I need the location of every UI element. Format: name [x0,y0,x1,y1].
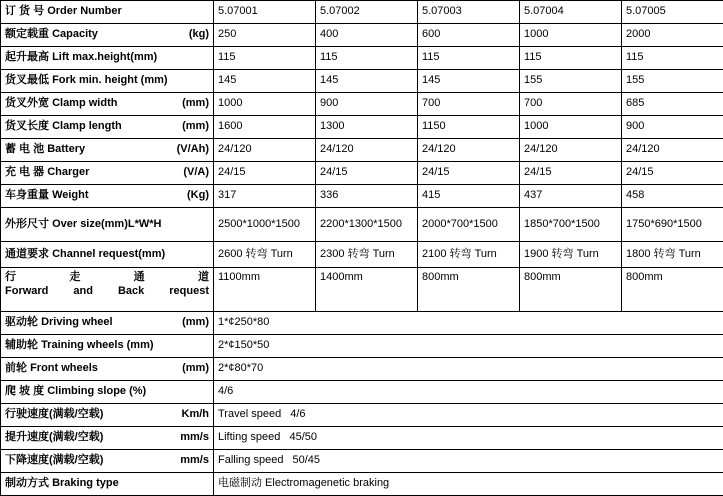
row-label-cn: 蓄 电 池 [5,143,44,155]
row-label-en: Over size(mm)L*W*H [52,218,161,230]
row-label-climbing-slope [1,381,214,404]
row-label-lifting-speed [1,427,214,450]
cell-value: 317 [214,185,316,208]
value-number: 4/6 [284,408,305,420]
table-row [1,473,723,496]
cell-value: 1150 [418,116,520,139]
cell-value: 115 [418,47,520,70]
cell-value-falling-speed [214,450,723,473]
row-label-order-number [1,1,214,24]
row-label-capacity [1,24,214,47]
row-label-falling-speed [1,450,214,473]
row-label-cn: 订 货 号 [5,5,44,17]
cell-value: 电磁制动 Electromagenetic braking [214,473,723,496]
row-label-en: Weight [52,189,88,201]
table-row [1,139,723,162]
row-label-cn: 制动方式 [5,477,49,489]
row-label-cn: 行驶速度(满载/空载) [5,408,103,422]
row-label-lift-max-height [1,47,214,70]
cell-value: 5.07004 [520,1,622,24]
cell-value: 4/6 [214,381,723,404]
row-label-cn: 行 走 通 道 [5,271,209,285]
row-label-en: Km/h [176,408,210,422]
row-label-en: Channel request(mm) [52,248,165,260]
row-label-en: Lift max.height(mm) [52,51,157,63]
cell-value: 5.07003 [418,1,520,24]
cell-value: 1900 转弯 Turn [520,242,622,268]
cell-value: 2300 转弯 Turn [316,242,418,268]
cell-value: 685 [622,93,723,116]
row-label-en: mm/s [174,454,209,468]
table-row [1,24,723,47]
cell-value: 24/120 [214,139,316,162]
value-label: Travel speed [218,408,281,420]
cell-value: 2100 转弯 Turn [418,242,520,268]
cell-value: 5.07002 [316,1,418,24]
row-label-cn: 车身重量 [5,189,49,201]
table-row [1,404,723,427]
row-label-cn: 货叉外宽 [5,97,49,109]
cell-value: 24/15 [418,162,520,185]
cell-value: 24/120 [316,139,418,162]
cell-value: 115 [622,47,723,70]
cell-value: 800mm [418,268,520,312]
table-row [1,47,723,70]
cell-value: 2200*1300*1500 [316,208,418,242]
cell-value: 700 [418,93,520,116]
row-label-forward-and-back-request [1,268,214,312]
row-label-units: (V/A) [177,166,209,180]
cell-value: 24/120 [520,139,622,162]
cell-value: 1850*700*1500 [520,208,622,242]
row-label-cn: 提升速度(满载/空载) [5,431,103,445]
row-label-en: mm/s [174,431,209,445]
cell-value: 700 [520,93,622,116]
table-row [1,381,723,404]
row-label-en: Clamp width [52,97,117,109]
cell-value: 1750*690*1500 [622,208,723,242]
row-label-units: (mm) [176,120,209,134]
row-label-clamp-width [1,93,214,116]
row-label-cn: 通道要求 [5,248,49,260]
cell-value: 1*¢250*80 [214,312,723,335]
cell-value: 1800 转弯 Turn [622,242,723,268]
row-label-units: (V/Ah) [171,143,209,157]
row-label-driving-wheel [1,312,214,335]
cell-value: 336 [316,185,418,208]
row-label-units: (mm) [176,316,209,330]
table-row [1,312,723,335]
table-row [1,242,723,268]
row-label-cn: 驱动轮 [5,316,38,328]
row-label-en: Climbing slope (%) [47,385,146,397]
row-label-units: (Kg) [181,189,209,203]
row-label-front-wheels [1,358,214,381]
value-label: Falling speed [218,454,283,466]
cell-value-lifting-speed [214,427,723,450]
table-row [1,208,723,242]
cell-value: 1000 [520,116,622,139]
value-number: 50/45 [287,454,321,466]
cell-value: 24/15 [316,162,418,185]
cell-value: 400 [316,24,418,47]
row-label-braking-type [1,473,214,496]
row-label-cn: 前轮 [5,362,27,374]
cell-value: 155 [622,70,723,93]
cell-value: 24/120 [622,139,723,162]
row-label-cn: 货叉最低 [5,74,49,86]
row-label-en: Front wheels [30,362,98,374]
cell-value: 2000*700*1500 [418,208,520,242]
cell-value: 24/120 [418,139,520,162]
cell-value: 155 [520,70,622,93]
row-label-cn: 辅助轮 [5,339,38,351]
row-label-training-wheels [1,335,214,358]
table-row [1,93,723,116]
table-row [1,358,723,381]
cell-value: 900 [622,116,723,139]
value-label: Lifting speed [218,431,280,443]
row-label-battery [1,139,214,162]
cell-value: 458 [622,185,723,208]
row-label-en: Braking type [52,477,119,489]
cell-value: 250 [214,24,316,47]
row-label-cn: 下降速度(满载/空载) [5,454,103,468]
cell-value: 2600 转弯 Turn [214,242,316,268]
row-label-cn: 货叉长度 [5,120,49,132]
cell-value: 415 [418,185,520,208]
cell-value: 1000 [214,93,316,116]
row-label-cn: 爬 坡 度 [5,385,44,397]
table-row [1,268,723,312]
table-row [1,1,723,24]
table-row [1,70,723,93]
row-label-weight [1,185,214,208]
table-row [1,450,723,473]
row-label-units: (mm) [176,362,209,376]
cell-value: 1400mm [316,268,418,312]
table-row [1,185,723,208]
cell-value: 437 [520,185,622,208]
cell-value: 24/15 [622,162,723,185]
cell-value: 1000 [520,24,622,47]
cell-value: 2*¢150*50 [214,335,723,358]
row-label-units: (kg) [183,28,209,42]
table-row [1,335,723,358]
row-label-cn: 外形尺寸 [5,218,49,230]
row-label-en: Forward and Back request [5,285,209,299]
cell-value: 2000 [622,24,723,47]
row-label-charger [1,162,214,185]
cell-value: 1300 [316,116,418,139]
row-label-cn: 起升最高 [5,51,49,63]
row-label-units: (mm) [176,97,209,111]
cell-value: 800mm [622,268,723,312]
cell-value: 800mm [520,268,622,312]
table-row [1,427,723,450]
cell-value: 24/15 [214,162,316,185]
table-row [1,116,723,139]
row-label-clamp-length [1,116,214,139]
cell-value-travel-speed [214,404,723,427]
value-number: 45/50 [283,431,317,443]
row-label-fork-min-height [1,70,214,93]
cell-value: 900 [316,93,418,116]
cell-value: 1600 [214,116,316,139]
row-label-en: Fork min. height (mm) [52,74,168,86]
row-label-travel-speed [1,404,214,427]
row-label-cn: 额定载重 [5,28,49,40]
cell-value: 600 [418,24,520,47]
row-label-en: Clamp length [52,120,122,132]
cell-value: 115 [214,47,316,70]
cell-value: 145 [316,70,418,93]
cell-value: 2500*1000*1500 [214,208,316,242]
cell-value: 5.07001 [214,1,316,24]
row-label-en: Capacity [52,28,98,40]
cell-value: 5.07005 [622,1,723,24]
row-label-cn: 充 电 器 [5,166,44,178]
row-label-over-size [1,208,214,242]
row-label-channel-request [1,242,214,268]
cell-value: 145 [214,70,316,93]
row-label-en: Order Number [47,5,122,17]
table-row [1,162,723,185]
row-label-en: Training wheels (mm) [41,339,153,351]
cell-value: 24/15 [520,162,622,185]
cell-value: 115 [520,47,622,70]
cell-value: 145 [418,70,520,93]
row-label-en: Driving wheel [41,316,113,328]
row-label-en: Charger [47,166,89,178]
cell-value: 2*¢80*70 [214,358,723,381]
cell-value: 1100mm [214,268,316,312]
row-label-en: Battery [47,143,85,155]
cell-value: 115 [316,47,418,70]
